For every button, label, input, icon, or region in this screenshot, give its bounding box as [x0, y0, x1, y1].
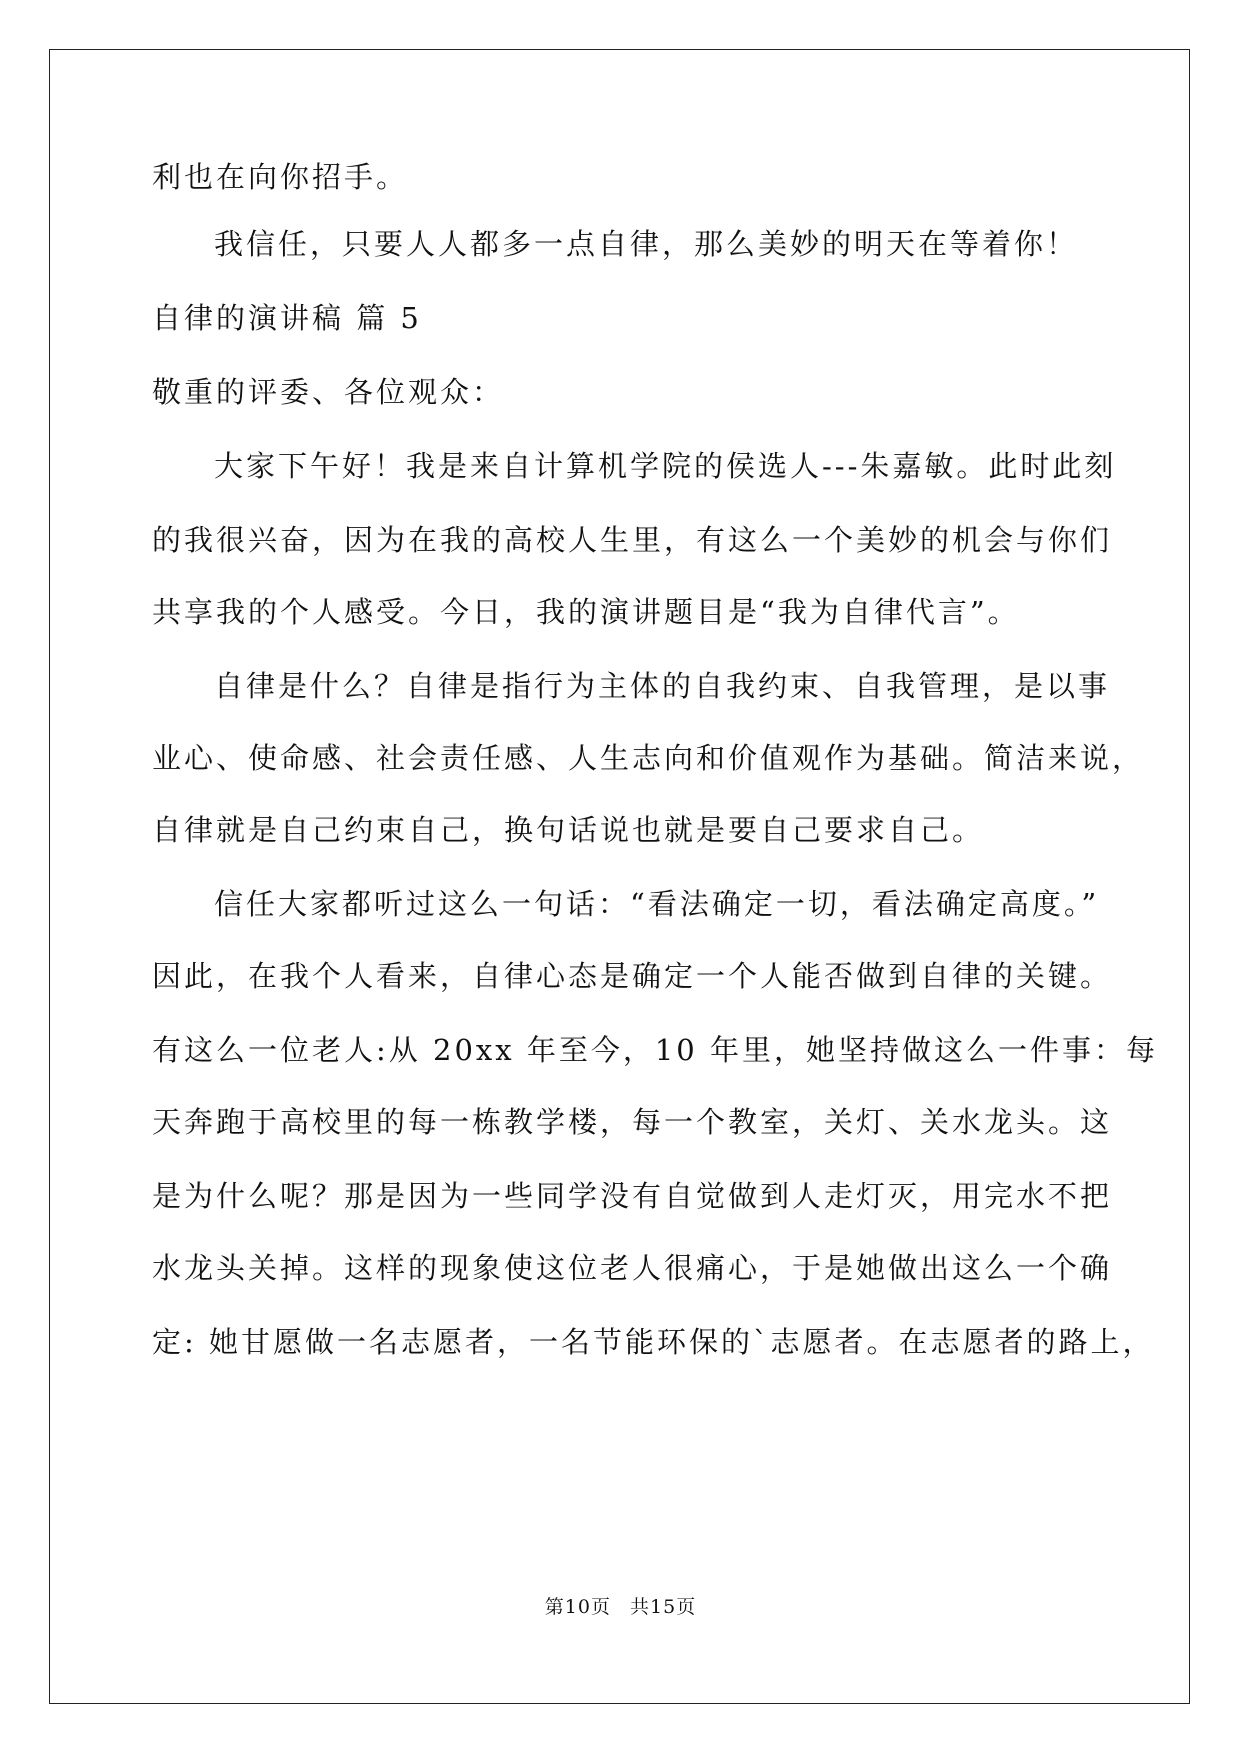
text-line: 自律就是自己约束自己，换句话说也就是要自己要求自己。: [152, 813, 985, 847]
text-line: 的我很兴奋，因为在我的高校人生里，有这么一个美妙的机会与你们: [152, 523, 1113, 557]
text-line: 天奔跑于高校里的每一栋教学楼，每一个教室，关灯、关水龙头。这: [152, 1105, 1113, 1139]
page-number-footer: [0, 1592, 1241, 1619]
text-line: 信任大家都听过这么一句话：“看法确定一切，看法确定高度。”: [214, 887, 1100, 921]
section-heading: 自律的演讲稿 篇 5: [152, 301, 422, 335]
current-page: 第10页: [544, 1596, 611, 1618]
text-line: 大家下午好！我是来自计算机学院的侯选人---朱嘉敏。此时此刻: [214, 449, 1117, 483]
text-line: 自律是什么？自律是指行为主体的自我约束、自我管理，是以事: [214, 669, 1111, 703]
text-line: 是为什么呢？那是因为一些同学没有自觉做到人走灯灭，用完水不把: [152, 1179, 1113, 1213]
text-line: 共享我的个人感受。今日，我的演讲题目是“我为自律代言”。: [152, 595, 1020, 629]
text-line: 水龙头关掉。这样的现象使这位老人很痛心，于是她做出这么一个确: [152, 1251, 1113, 1285]
text-line: 我信任，只要人人都多一点自律，那么美妙的明天在等着你！: [214, 227, 1079, 261]
text-line: 业心、使命感、社会责任感、人生志向和价值观作为基础。简洁来说，: [152, 741, 1145, 775]
salutation: 敬重的评委、各位观众：: [152, 375, 505, 409]
text-line: 利也在向你招手。: [152, 160, 409, 194]
text-line: 定: 她甘愿做一名志愿者，一名节能环保的`志愿者。在志愿者的路上，: [152, 1325, 1155, 1359]
text-line: 因此，在我个人看来，自律心态是确定一个人能否做到自律的关键。: [152, 959, 1113, 993]
text-line: 有这么一位老人:从 20xx 年至今，10 年里，她坚持做这么一件事：每: [152, 1033, 1158, 1067]
total-pages: 共15页: [630, 1596, 697, 1618]
